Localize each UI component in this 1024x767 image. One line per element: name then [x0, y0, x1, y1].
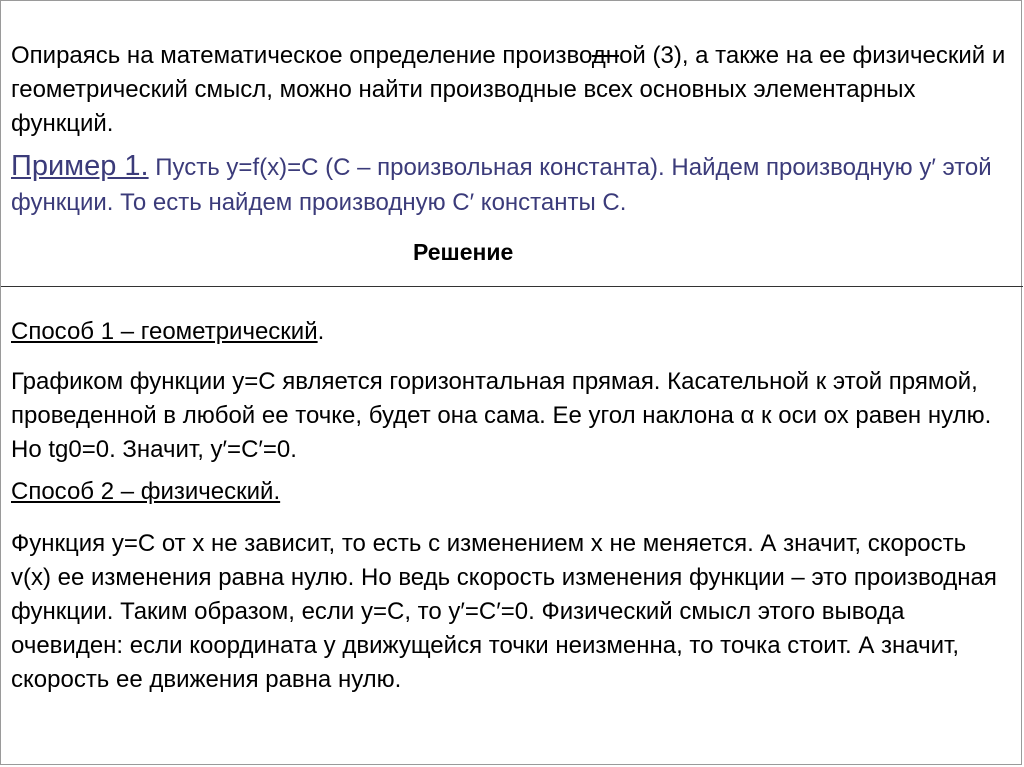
method1-title-suffix: .: [317, 318, 325, 345]
intro-text-start: Опираясь на математическое определение произво: [11, 42, 592, 69]
method1-paragraph: Графиком функции y=C является горизонтальная прямая. Касательной к этой прямой, проведенной в любой ее точке, будет она сама. Ее угол наклона α к оси ох равен нулю. Но tg0=0. Значит, y′=C′=0.: [11, 368, 992, 463]
example-label: Пример 1.: [11, 150, 149, 182]
method1-title: [11, 317, 324, 347]
method2-paragraph: Функция y=C от x не зависит, то есть с изменением x не меняется. А значит, скорость v(x) ее изменения равна нулю. Но ведь скорость изменения функции – это производная функции. Таким образом, если y=C, то y′=C′=0. Физический смысл этого вывода очевиден: если координата y движущейся точки неизменна, то точка стоит. А значит, скорость ее движения равна нулю.: [11, 530, 997, 693]
solution-title: Решение: [413, 239, 514, 265]
method1-title-text: Способ 1 – геометрический: [11, 318, 318, 345]
method2-title: [11, 477, 280, 507]
top-section: [1, 1, 1023, 287]
intro-paragraph: [11, 39, 1011, 141]
example-paragraph: [11, 149, 1021, 220]
intro-text-end: ой (3), а также на ее физический и геометрический смысл, можно найти производные всех основных элементарных функций.: [11, 42, 1006, 137]
intro-strikethrough-text: дн: [591, 42, 620, 69]
example-text: Пусть y=f(x)=C (С – произвольная константа). Найдем производную y′ этой функции. То есть найдем производную C′ константы С.: [11, 154, 992, 216]
method2-title-text: Способ 2 – физический.: [11, 478, 281, 505]
